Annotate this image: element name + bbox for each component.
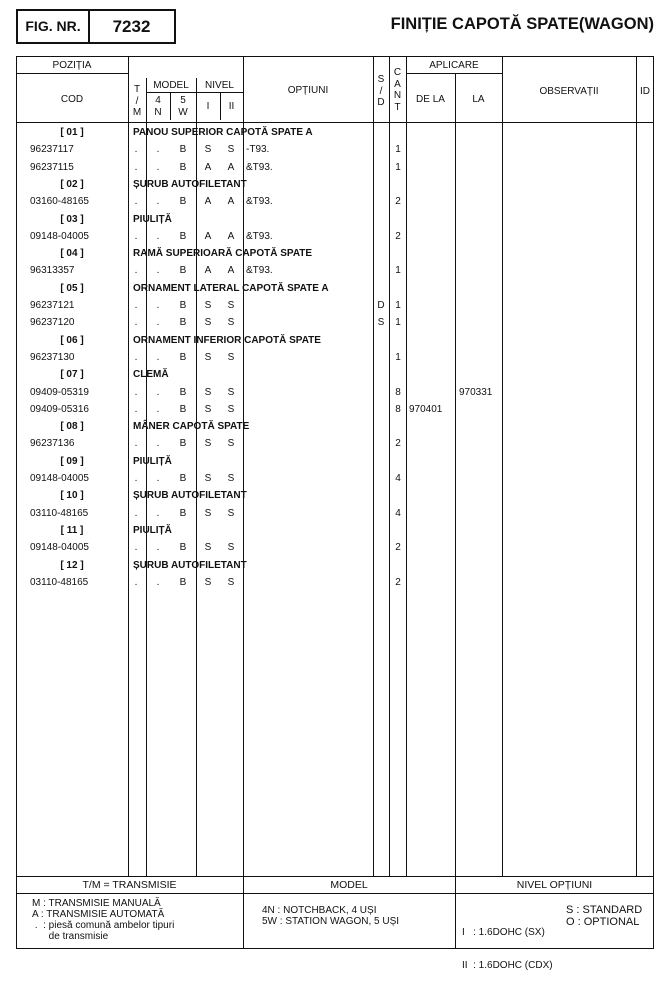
model-5w-value: B (179, 317, 187, 329)
tm-value: . (134, 438, 138, 450)
part-group-name: PIULIȚĂ (133, 524, 172, 536)
position-number: [ 05 ] (60, 282, 84, 294)
position-number: [ 07 ] (60, 369, 84, 381)
nivel-ii-value: S (227, 300, 235, 311)
header-pozitia: POZIȚIA (52, 60, 92, 71)
part-code: 03110-48165 (30, 576, 89, 588)
header-rule (16, 122, 654, 123)
header-tm: T / M (132, 84, 142, 118)
part-group-name: PIULIȚĂ (133, 213, 172, 225)
col-divider (196, 78, 197, 876)
model-5w-value: B (179, 196, 187, 208)
part-group-name: ȘURUB AUTOFILETANT (133, 559, 247, 571)
quantity-value: 1 (395, 317, 401, 329)
position-number: [ 10 ] (60, 490, 84, 502)
legend-model-lines: 4N : NOTCHBACK, 4 UȘI 5W : STATION WAGON, 5 UȘI (262, 905, 400, 927)
position-number: [ 11 ] (60, 524, 84, 536)
nivel-i-value: A (204, 230, 212, 242)
nivel-i-value: S (204, 317, 212, 329)
model-5w-value: B (179, 438, 187, 450)
nivel-ii-value: S (227, 576, 235, 588)
tm-value: . (134, 196, 138, 208)
nivel-ii-value: S (227, 473, 235, 484)
nivel-i-value: S (204, 144, 212, 156)
tm-value: . (134, 265, 138, 277)
model-4n-value: . (156, 230, 160, 242)
page-title: FINIȚIE CAPOTĂ SPATE(WAGON) (390, 15, 654, 33)
tm-value: . (134, 507, 138, 519)
nivel-ii-value: A (227, 230, 235, 242)
position-number: [ 01 ] (60, 127, 84, 138)
row-divider (16, 73, 128, 74)
header-la: LA (472, 94, 485, 105)
model-4n-value: . (156, 576, 160, 588)
nivel-ii-value: A (227, 196, 235, 208)
nivel-i-value: S (204, 542, 212, 554)
model-4n-value: . (156, 144, 160, 156)
quantity-value: 1 (395, 351, 401, 363)
option-code: &T93. (246, 161, 273, 173)
part-group-name: CLEMĂ (133, 369, 169, 381)
quantity-value: 2 (395, 576, 401, 588)
nivel-ii-value: S (227, 386, 235, 398)
part-code: 96237130 (30, 351, 75, 363)
nivel-i-value: S (204, 507, 212, 519)
nivel-i-value: S (204, 351, 212, 363)
part-code: 96237121 (30, 300, 75, 311)
nivel-i-value: S (204, 386, 212, 398)
part-code: 03160-48165 (30, 196, 89, 208)
part-group-name: ORNAMENT LATERAL CAPOTĂ SPATE A (133, 282, 329, 294)
legend-nivel-lines: I : 1.6DOHC (SX) II : 1.6DOHC (CDX) (462, 927, 553, 971)
model-5w-value: B (179, 230, 187, 242)
position-number: [ 04 ] (60, 248, 84, 260)
tm-value: . (134, 473, 138, 484)
option-code: -T93. (246, 144, 270, 156)
to-date: 970331 (459, 386, 493, 398)
part-group-name: ȘURUB AUTOFILETANT (133, 490, 247, 502)
tm-value: . (134, 386, 138, 398)
model-4n-value: . (156, 351, 160, 363)
quantity-value: 1 (395, 300, 401, 311)
tm-value: . (134, 351, 138, 363)
tm-value: . (134, 300, 138, 311)
quantity-value: 8 (395, 403, 401, 415)
model-5w-value: B (179, 144, 187, 156)
quantity-value: 8 (395, 386, 401, 398)
option-code: &T93. (246, 196, 273, 208)
position-number: [ 03 ] (60, 213, 84, 225)
part-code: 03110-48165 (30, 507, 89, 519)
part-code: 09148-04005 (30, 230, 89, 242)
tm-value: . (134, 576, 138, 588)
part-code: 09148-04005 (30, 542, 89, 554)
nivel-i-value: S (204, 576, 212, 588)
header-cod: COD (60, 94, 84, 105)
model-5w-value: B (179, 300, 187, 311)
quantity-value: 2 (395, 438, 401, 450)
part-code: 96313357 (30, 265, 75, 277)
tm-value: . (134, 144, 138, 156)
header-model-5w: 5 W (178, 95, 188, 118)
quantity-value: 2 (395, 230, 401, 242)
part-group-name: RAMĂ SUPERIOARĂ CAPOTĂ SPATE (133, 248, 313, 260)
nivel-ii-value: S (227, 317, 235, 329)
model-5w-value: B (179, 161, 187, 173)
quantity-value: 1 (395, 161, 401, 173)
quantity-value: 2 (395, 542, 401, 554)
quantity-value: 1 (395, 144, 401, 156)
quantity-value: 4 (395, 473, 401, 484)
nivel-ii-value: S (227, 144, 235, 156)
legend-tm-lines: M : TRANSMISIE MANUALĂ A : TRANSMISIE AUTOMATĂ . : piesă comună ambelor tipuri de transmisie (32, 898, 175, 942)
part-code: 96237136 (30, 438, 75, 450)
col-divider (636, 56, 637, 876)
nivel-i-value: S (204, 438, 212, 450)
option-code: &T93. (246, 265, 273, 277)
header-observatii: OBSERVAȚII (539, 86, 599, 97)
model-4n-value: . (156, 196, 160, 208)
header-nivel-i: I (206, 101, 210, 112)
part-group-name: ȘURUB AUTOFILETANT (133, 178, 247, 190)
header-aplicare: APLICARE (429, 60, 479, 71)
col-divider (146, 78, 147, 876)
position-number: [ 06 ] (60, 334, 84, 346)
nivel-i-value: A (204, 265, 212, 277)
nivel-i-value: S (204, 300, 212, 311)
tm-value: . (134, 317, 138, 329)
header-nivel: NIVEL (205, 80, 234, 91)
legend-rule (16, 876, 654, 877)
model-4n-value: . (156, 386, 160, 398)
model-4n-value: . (156, 403, 160, 415)
part-code: 09148-04005 (30, 473, 89, 484)
side-value: D (377, 300, 385, 311)
option-code: &T93. (246, 230, 273, 242)
col-divider (502, 56, 503, 876)
side-value: S (377, 317, 385, 329)
model-5w-value: B (179, 403, 187, 415)
legend-nivel-title: NIVEL OPȚIUNI (516, 879, 593, 891)
part-group-name: PIULIȚĂ (133, 455, 172, 467)
header-id: ID (640, 86, 650, 97)
model-4n-value: . (156, 161, 160, 173)
model-5w-value: B (179, 507, 187, 519)
part-code: 96237120 (30, 317, 75, 329)
model-5w-value: B (179, 542, 187, 554)
tm-value: . (134, 230, 138, 242)
part-code: 96237117 (30, 144, 74, 156)
model-4n-value: . (156, 265, 160, 277)
model-4n-value: . (156, 542, 160, 554)
part-group-name: PANOU SUPERIOR CAPOTĂ SPATE A (133, 127, 313, 138)
legend-rule (16, 893, 654, 894)
model-4n-value: . (156, 300, 160, 311)
model-4n-value: . (156, 438, 160, 450)
col-divider (128, 56, 129, 876)
nivel-ii-value: S (227, 507, 235, 519)
model-5w-value: B (179, 386, 187, 398)
position-number: [ 09 ] (60, 455, 84, 467)
nivel-ii-value: S (227, 542, 235, 554)
from-date: 970401 (409, 403, 443, 415)
fig-label: FIG. NR. (16, 9, 90, 44)
col-divider (455, 73, 456, 876)
row-divider (146, 92, 243, 93)
tm-value: . (134, 542, 138, 554)
row-divider (406, 73, 502, 74)
nivel-i-value: S (204, 473, 212, 484)
header-de-la: DE LA (416, 94, 445, 105)
nivel-ii-value: A (227, 265, 235, 277)
part-group-name: ORNAMENT INFERIOR CAPOTĂ SPATE (133, 334, 321, 346)
header-nivel-ii: II (228, 101, 235, 112)
legend-nivel-codes: S : STANDARD O : OPTIONAL (566, 904, 643, 928)
nivel-i-value: A (204, 196, 212, 208)
model-4n-value: . (156, 507, 160, 519)
col-divider (389, 56, 390, 876)
tm-value: . (134, 403, 138, 415)
nivel-ii-value: S (227, 351, 235, 363)
header-model-4n: 4 N (154, 95, 162, 118)
model-4n-value: . (156, 317, 160, 329)
fig-number: 7232 (88, 9, 176, 44)
header-model: MODEL (153, 80, 189, 91)
part-group-name: MÂNER CAPOTĂ SPATE (133, 421, 250, 433)
nivel-i-value: S (204, 403, 212, 415)
part-code: 96237115 (30, 161, 74, 173)
col-divider (373, 56, 374, 876)
model-4n-value: . (156, 473, 160, 484)
quantity-value: 4 (395, 507, 401, 519)
nivel-ii-value: S (227, 403, 235, 415)
nivel-ii-value: S (227, 438, 235, 450)
nivel-i-value: A (204, 161, 212, 173)
header-cant: C A N T (393, 67, 402, 113)
quantity-value: 1 (395, 265, 401, 277)
legend-model-title: MODEL (330, 879, 368, 891)
nivel-ii-value: A (227, 161, 235, 173)
header-sd: S / D (377, 74, 385, 108)
model-5w-value: B (179, 576, 187, 588)
legend-tm-title: T/M = TRANSMISIE (82, 879, 177, 891)
part-code: 09409-05319 (30, 386, 89, 398)
model-5w-value: B (179, 351, 187, 363)
position-number: [ 12 ] (60, 559, 84, 571)
model-5w-value: B (179, 265, 187, 277)
position-number: [ 02 ] (60, 178, 84, 190)
header-optiuni: OPȚIUNI (287, 85, 329, 96)
quantity-value: 2 (395, 196, 401, 208)
col-divider (406, 56, 407, 876)
tm-value: . (134, 161, 138, 173)
position-number: [ 08 ] (60, 421, 84, 433)
part-code: 09409-05316 (30, 403, 89, 415)
model-5w-value: B (179, 473, 187, 484)
